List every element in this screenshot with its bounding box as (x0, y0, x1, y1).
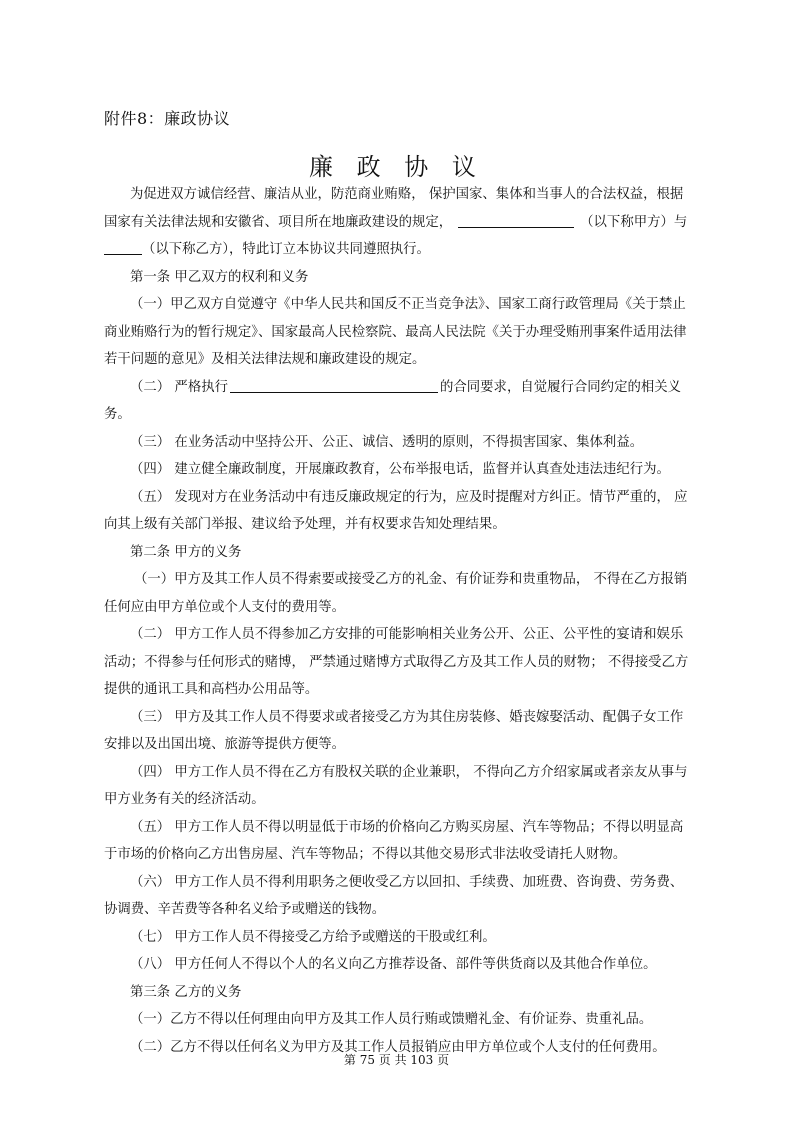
article2-item1: （一）甲方及其工作人员不得索要或接受乙方的礼金、有价证券和贵重物品， 不得在乙方报销任何应由甲方单位或个人支付的费用等。 (104, 572, 688, 615)
intro-text-2: （以下称乙方），特此订立本协议共同遵照执行。 (142, 242, 430, 257)
article1-item2 (104, 374, 689, 429)
intro-text-1: 为促进双方诚信经营、廉洁从业，防范商业贿赂， 保护国家、集体和当事人的合法权益，根据国家有关法律法规和安徽省、项目所在地廉政建设的规定， (104, 187, 684, 230)
article2-item3: （三） 甲方及其工作人员不得要求或者接受乙方为其住房装修、婚丧嫁娶活动、配偶子女工作安排以及出国出境、旅游等提供方便等。 (104, 709, 684, 752)
article1-item5: （五） 发现对方在业务活动中有违反廉政规定的行为，应及时提醒对方纠正。情节严重的， 应向其上级有关部门举报、建议给予处理，并有权要求告知处理结果。 (104, 489, 688, 532)
intro-party-a-suffix: （以下称甲方）与 (580, 214, 688, 230)
party-b-blank (104, 239, 142, 255)
article1-item1: （一）甲乙双方自觉遵守《中华人民共和国反不正当竞争法》、国家工商行政管理局《关于禁止商业贿赂行为的暂行规定》、国家最高人民检察院、最高人民法院《关于办理受贿刑事案件适用法律若干问题的意见》及相关法律法规和廉政建设的规定。 (104, 297, 687, 367)
article2-item5: （五） 甲方工作人员不得以明显低于市场的价格向乙方购买房屋、汽车等物品；不得以明显高于市场的价格向乙方出售房屋、汽车等物品；不得以其他交易形式非法收受请托人财物。 (104, 819, 684, 862)
page-footer: 第 75 页 共 103 页 (343, 1053, 450, 1067)
article2-item7: （七） 甲方工作人员不得接受乙方给予或赠送的干股或红利。 (130, 929, 496, 945)
article3-item1: （一）乙方不得以任何理由向甲方及其工作人员行贿或馈赠礼金、有价证券、贵重礼品。 (130, 1012, 653, 1027)
contract-name-blank (230, 377, 438, 393)
article1-heading: 第一条 甲乙双方的权利和义务 (130, 269, 309, 285)
article1-item3: （三） 在业务活动中坚持公开、公正、诚信、透明的原则，不得损害国家、集体利益。 (130, 434, 644, 450)
article2-item4: （四） 甲方工作人员不得在乙方有股权关联的企业兼职， 不得向乙方介绍家属或者亲友从事与甲方业务有关的经济活动。 (104, 764, 688, 807)
article1-item2-suffix: 的合同要求，自觉履行合同约定的相关义务。 (104, 379, 682, 422)
document-title: 廉 政 协 议 (309, 153, 484, 181)
article1-item4: （四） 建立健全廉政制度，开展廉政教育，公布举报电话，监督并认真查处违法违纪行为。 (130, 462, 670, 477)
article2-item8: （八） 甲方任何人不得以个人的名义向乙方推荐设备、部件等供货商以及其他合作单位。 (130, 957, 657, 972)
party-a-blank (458, 212, 574, 228)
intro-paragraph (104, 181, 689, 264)
article3-heading: 第三条 乙方的义务 (130, 984, 242, 1000)
article1-item2-prefix: （二） 严格执行 (130, 379, 228, 395)
attachment-label: 附件8：廉政协议 (104, 109, 231, 128)
article2-heading: 第二条 甲方的义务 (130, 544, 242, 560)
article2-item6: （六） 甲方工作人员不得利用职务之便收受乙方以回扣、手续费、加班费、咨询费、劳务费、协调费、辛苦费等各种名义给予或赠送的钱物。 (104, 874, 684, 917)
document-body (104, 181, 689, 1061)
article2-item2: （二） 甲方工作人员不得参加乙方安排的可能影响相关业务公开、公正、公平性的宴请和娱乐活动；不得参与任何形式的赌博， 严禁通过赌博方式取得乙方及其工作人员的财物； 不得接受乙方提供的通讯工具和高档办公用品等。 (104, 627, 689, 697)
article3-item2: （二）乙方不得以任何名义为甲方及其工作人员报销应由甲方单位或个人支付的任何费用。 (130, 1039, 666, 1055)
